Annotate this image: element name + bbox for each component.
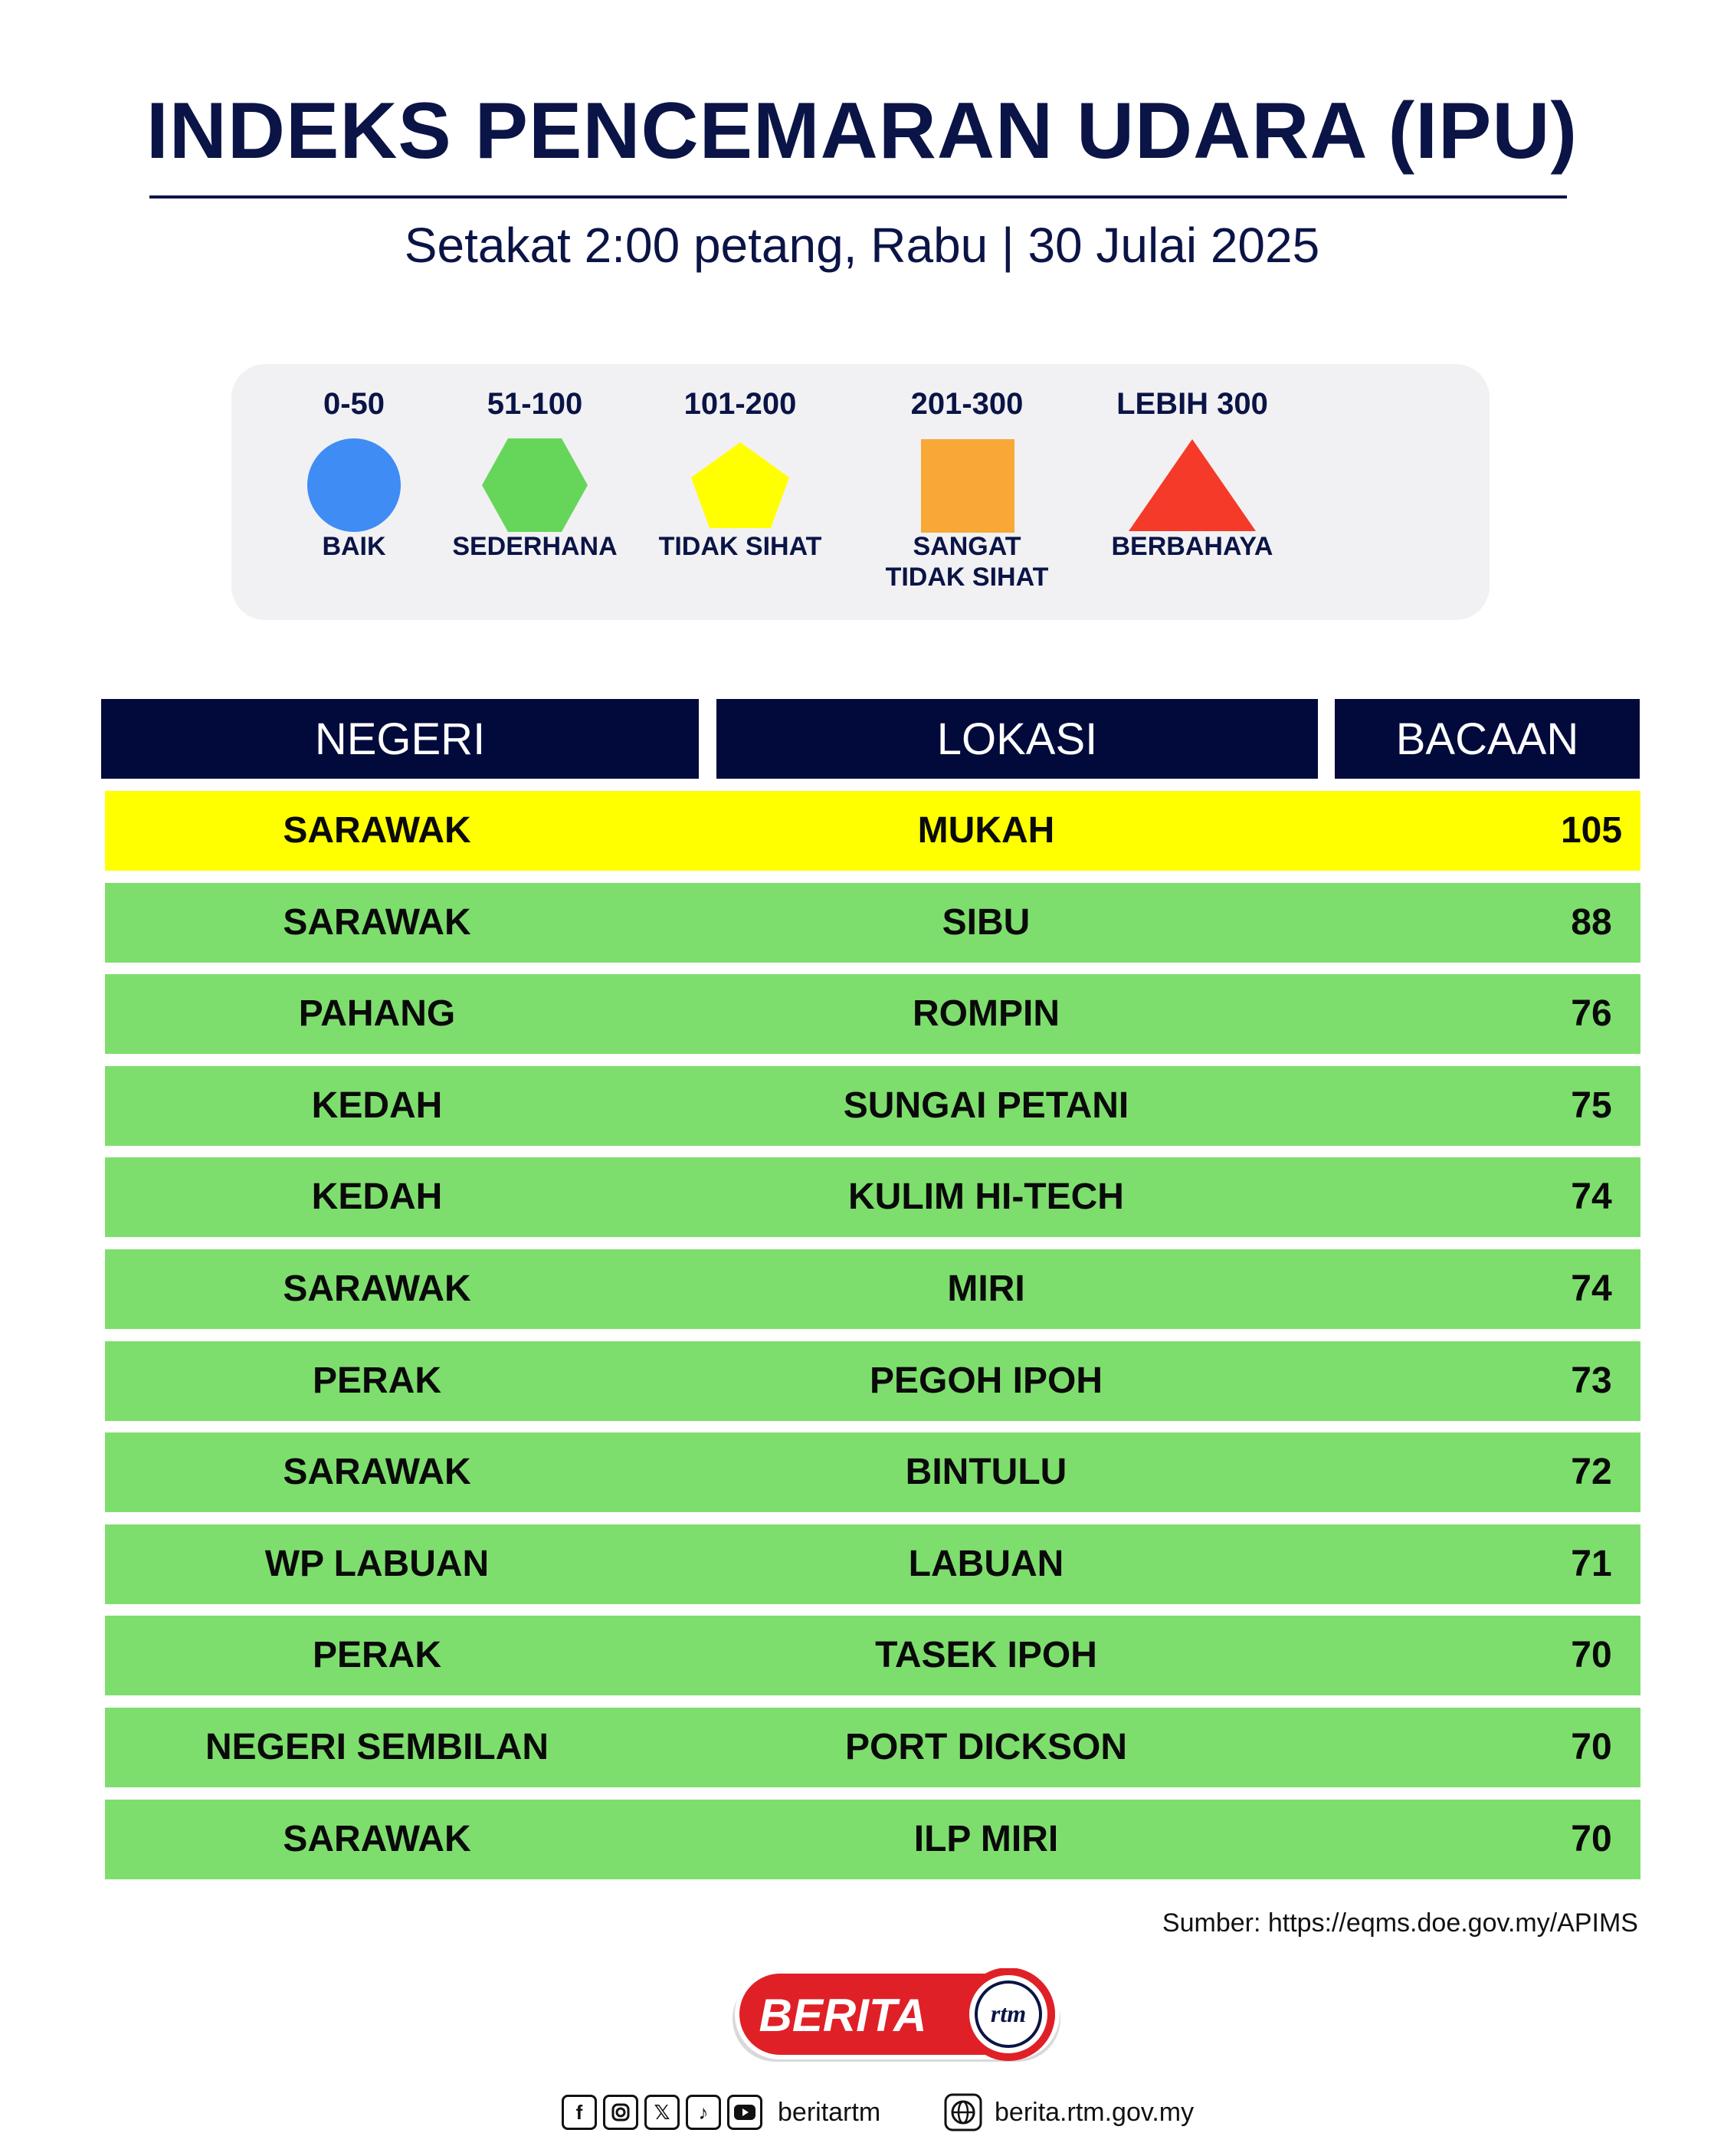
- cell-lokasi: KULIM HI-TECH: [848, 1176, 1124, 1218]
- social-links: [562, 2092, 880, 2132]
- cell-negeri: NEGERI SEMBILAN: [205, 1726, 549, 1767]
- cell-lokasi: BINTULU: [905, 1452, 1067, 1493]
- cell-negeri: SARAWAK: [283, 901, 471, 943]
- legend-range: 0-50: [323, 387, 385, 421]
- cell-bacaan: 75: [1571, 1085, 1612, 1126]
- table-row: [105, 883, 1640, 963]
- cell-negeri: WP LABUAN: [264, 1543, 490, 1584]
- cell-bacaan: 70: [1571, 1818, 1612, 1859]
- cell-lokasi: MIRI: [947, 1268, 1025, 1309]
- legend-range: 201-300: [910, 387, 1024, 421]
- hexagon-icon: [481, 432, 588, 539]
- legend-item-berbahaya: [1093, 364, 1292, 620]
- page-title: INDEKS PENCEMARAN UDARA (IPU): [146, 87, 1578, 176]
- table-row: [105, 1616, 1640, 1695]
- aqi-table-body: [105, 791, 1640, 1891]
- cell-lokasi: PORT DICKSON: [844, 1726, 1127, 1767]
- youtube-icon[interactable]: [727, 2095, 762, 2130]
- cell-negeri: PERAK: [312, 1635, 442, 1676]
- legend-label: SANGAT TIDAK SIHAT: [885, 532, 1049, 592]
- cell-negeri: SARAWAK: [283, 810, 471, 851]
- legend-label: BAIK: [322, 532, 386, 561]
- cell-lokasi: LABUAN: [908, 1543, 1064, 1584]
- legend-range: 101-200: [683, 387, 797, 421]
- legend-item-sederhana: [435, 364, 634, 620]
- cell-bacaan: 74: [1571, 1268, 1612, 1309]
- table-row: [105, 1800, 1640, 1879]
- cell-negeri: PAHANG: [298, 993, 456, 1035]
- circle-icon: [300, 432, 408, 539]
- cell-bacaan: 105: [1560, 810, 1623, 851]
- table-row: [105, 1157, 1640, 1237]
- table-header-negeri: NEGERI: [101, 699, 699, 779]
- social-handle[interactable]: beritartm: [778, 2097, 881, 2127]
- page-subtitle: Setakat 2:00 petang, Rabu | 30 Julai 2025: [404, 218, 1320, 273]
- legend-item-tidak-sihat: [641, 364, 840, 620]
- triangle-icon: [1127, 432, 1257, 539]
- legend-label: TIDAK SIHAT: [658, 532, 822, 561]
- cell-negeri: PERAK: [312, 1360, 442, 1401]
- cell-negeri: SARAWAK: [283, 1452, 471, 1493]
- cell-lokasi: PEGOH IPOH: [869, 1360, 1103, 1401]
- facebook-icon[interactable]: f: [562, 2095, 597, 2130]
- table-row: [105, 1249, 1640, 1329]
- table-header-lokasi: LOKASI: [716, 699, 1318, 779]
- legend-label: SEDERHANA: [452, 532, 618, 561]
- cell-bacaan: 73: [1571, 1360, 1612, 1401]
- legend-panel: [231, 364, 1490, 620]
- legend-item-baik: [254, 364, 454, 620]
- svg-text:BERITA: BERITA: [759, 1990, 927, 2041]
- cell-bacaan: 72: [1571, 1452, 1612, 1493]
- cell-bacaan: 88: [1571, 901, 1612, 943]
- cell-lokasi: ROMPIN: [913, 993, 1060, 1035]
- table-row: [105, 1341, 1640, 1421]
- legend-item-sangat-tidak-sihat: [867, 364, 1067, 620]
- table-header-bacaan: BACAAN: [1335, 699, 1640, 779]
- cell-bacaan: 71: [1571, 1543, 1612, 1584]
- cell-lokasi: TASEK IPOH: [875, 1635, 1097, 1676]
- website-link[interactable]: [944, 2092, 1194, 2132]
- cell-bacaan: 70: [1571, 1726, 1612, 1767]
- cell-lokasi: SIBU: [942, 901, 1031, 943]
- table-row: [105, 1524, 1640, 1604]
- cell-lokasi: SUNGAI PETANI: [843, 1085, 1129, 1126]
- instagram-icon[interactable]: [603, 2095, 638, 2130]
- source-note: Sumber: https://eqms.doe.gov.my/APIMS: [1162, 1908, 1638, 1938]
- legend-range: 51-100: [487, 387, 583, 421]
- cell-bacaan: 74: [1571, 1176, 1612, 1218]
- legend-label: BERBAHAYA: [1111, 532, 1273, 561]
- pentagon-icon: [687, 432, 794, 539]
- x-icon[interactable]: 𝕏: [644, 2095, 680, 2130]
- table-row: [105, 974, 1640, 1054]
- table-row: [105, 791, 1640, 871]
- globe-icon: [944, 2093, 982, 2131]
- cell-bacaan: 76: [1571, 993, 1612, 1035]
- table-row: [105, 1432, 1640, 1512]
- tiktok-icon[interactable]: ♪: [686, 2095, 721, 2130]
- svg-text:rtm: rtm: [990, 2000, 1027, 2027]
- cell-negeri: SARAWAK: [283, 1268, 471, 1309]
- berita-rtm-logo: [728, 1968, 1065, 2068]
- cell-bacaan: 70: [1571, 1635, 1612, 1676]
- cell-negeri: KEDAH: [311, 1085, 443, 1126]
- cell-lokasi: ILP MIRI: [913, 1818, 1059, 1859]
- cell-lokasi: MUKAH: [917, 810, 1055, 851]
- table-row: [105, 1708, 1640, 1787]
- square-icon: [913, 432, 1021, 539]
- cell-negeri: KEDAH: [311, 1176, 443, 1218]
- legend-range: LEBIH 300: [1116, 387, 1268, 421]
- website-url[interactable]: berita.rtm.gov.my: [995, 2097, 1195, 2127]
- table-row: [105, 1066, 1640, 1146]
- cell-negeri: SARAWAK: [283, 1818, 471, 1859]
- title-divider: [149, 195, 1567, 199]
